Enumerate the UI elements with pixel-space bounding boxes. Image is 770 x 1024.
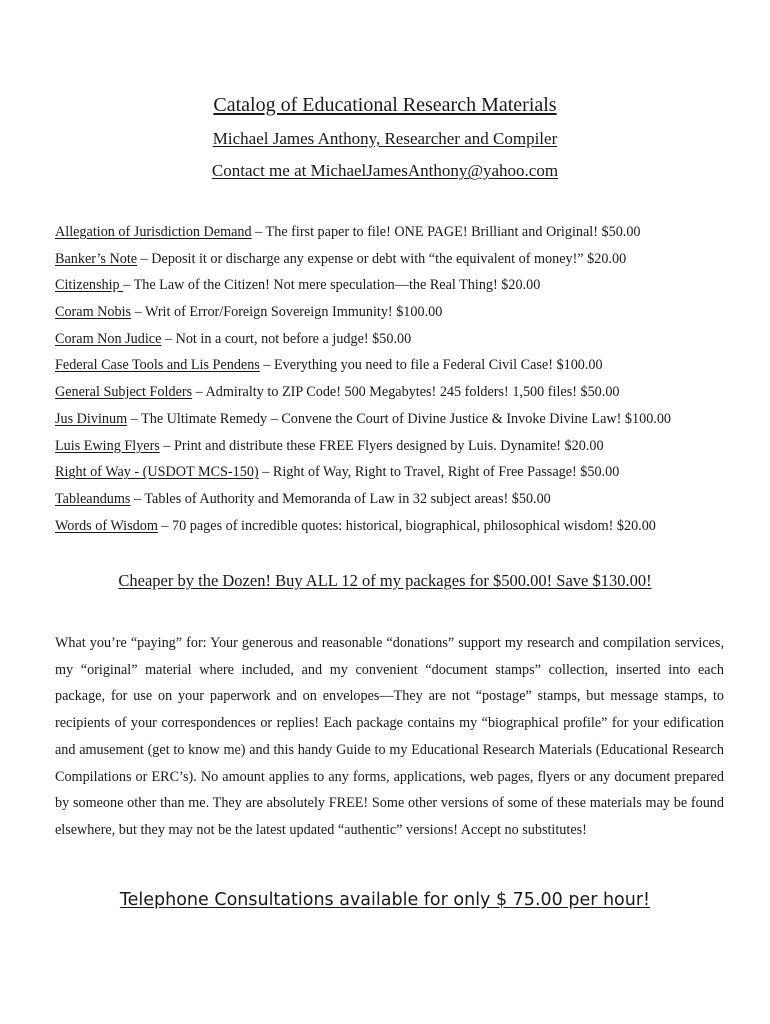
catalog-item-desc: – Deposit it or discharge any expense or debt with “the equivalent of money!” $20.00 (137, 250, 627, 267)
catalog-item-desc: – Tables of Authority and Memoranda of Law in 32 subject areas! $50.00 (130, 490, 551, 507)
catalog-item-name: Federal Case Tools and Lis Pendens (55, 357, 260, 374)
catalog-item (55, 275, 745, 302)
page-title: Catalog of Educational Research Materials (213, 94, 557, 116)
catalog-item-desc: – The Ultimate Remedy – Convene the Court of Divine Justice & Invoke Divine Law! $100.00 (127, 410, 672, 427)
catalog-item-desc: – Print and distribute these FREE Flyers designed by Luis. Dynamite! $20.00 (159, 437, 604, 454)
bundle-offer: Cheaper by the Dozen! Buy ALL 12 of my packages for $500.00! Save $130.00! (118, 571, 652, 590)
catalog-item (55, 222, 745, 249)
contact-line: Contact me at MichaelJamesAnthony@yahoo.com (211, 161, 559, 180)
catalog-item-name: Coram Non Judice (55, 330, 162, 347)
catalog-item (55, 489, 745, 516)
catalog-item-desc: – Not in a court, not before a judge! $50.00 (161, 330, 412, 347)
catalog-item-name: Allegation of Jurisdiction Demand (55, 224, 252, 240)
catalog-item-name: Words of Wisdom (55, 517, 158, 534)
catalog-item-desc: – The Law of the Citizen! Not mere speculation—the Real Thing! $20.00 (123, 277, 541, 294)
catalog-item-name: Banker’s Note (55, 250, 138, 267)
catalog-item (55, 436, 745, 463)
catalog-item (55, 329, 745, 356)
body-paragraph: What you’re “paying” for: Your generous and reasonable “donations” support my research and compilation services, my “original” material where included, and my convenient “document stamps” collection, inserted into each package, for use on your paperwork and on envelopes—They are not “postage” stamps, but message stamps, to recipients of your correspondences or replies! Each package contains my “biographical profile” for your edification and amusement (get to know me) and this handy Guide to my Educational Research Materials (Educational Research Compilations or ERC’s). No amount applies to any forms, applications, web pages, flyers or any document prepared by someone other than me. They are absolutely FREE! Some other versions of some of these materials may be found elsewhere, but they may not be the latest updated “authentic” versions! Accept no substitutes! (55, 635, 724, 838)
catalog-item (55, 249, 745, 276)
catalog-item-desc: – 70 pages of incredible quotes: historical, biographical, philosophical wisdom! $20.00 (157, 517, 656, 534)
catalog-item-desc: – The first paper to file! ONE PAGE! Brilliant and Original! $50.00 (251, 224, 641, 240)
page-subtitle: Michael James Anthony, Researcher and Compiler (212, 129, 558, 148)
phone-consultation-notice: Telephone Consultations available for only $ 75.00 per hour! (119, 890, 651, 910)
catalog-item-name: Right of Way - (USDOT MCS-150) (55, 464, 259, 481)
catalog-item-desc: – Everything you need to file a Federal Civil Case! $100.00 (259, 357, 603, 374)
catalog-item-name: Luis Ewing Flyers (55, 437, 160, 454)
catalog-item (55, 355, 745, 382)
catalog-item (55, 382, 745, 409)
catalog-list (55, 222, 745, 542)
catalog-item-name: Jus Divinum (55, 410, 128, 427)
catalog-item-desc: – Admiralty to ZIP Code! 500 Megabytes! 245 folders! 1,500 files! $50.00 (192, 384, 620, 401)
catalog-item-name: Citizenship (55, 277, 124, 294)
catalog-item (55, 516, 745, 543)
catalog-item-name: General Subject Folders (55, 384, 193, 401)
catalog-item-name: Tableandums (55, 490, 131, 507)
catalog-item-desc: – Right of Way, Right to Travel, Right of Free Passage! $50.00 (258, 464, 620, 481)
catalog-item (55, 302, 745, 329)
catalog-item-name: Coram Nobis (55, 304, 132, 321)
catalog-item (55, 409, 745, 436)
catalog-item (55, 462, 745, 489)
catalog-item-desc: – Writ of Error/Foreign Sovereign Immunity! $100.00 (131, 304, 443, 321)
